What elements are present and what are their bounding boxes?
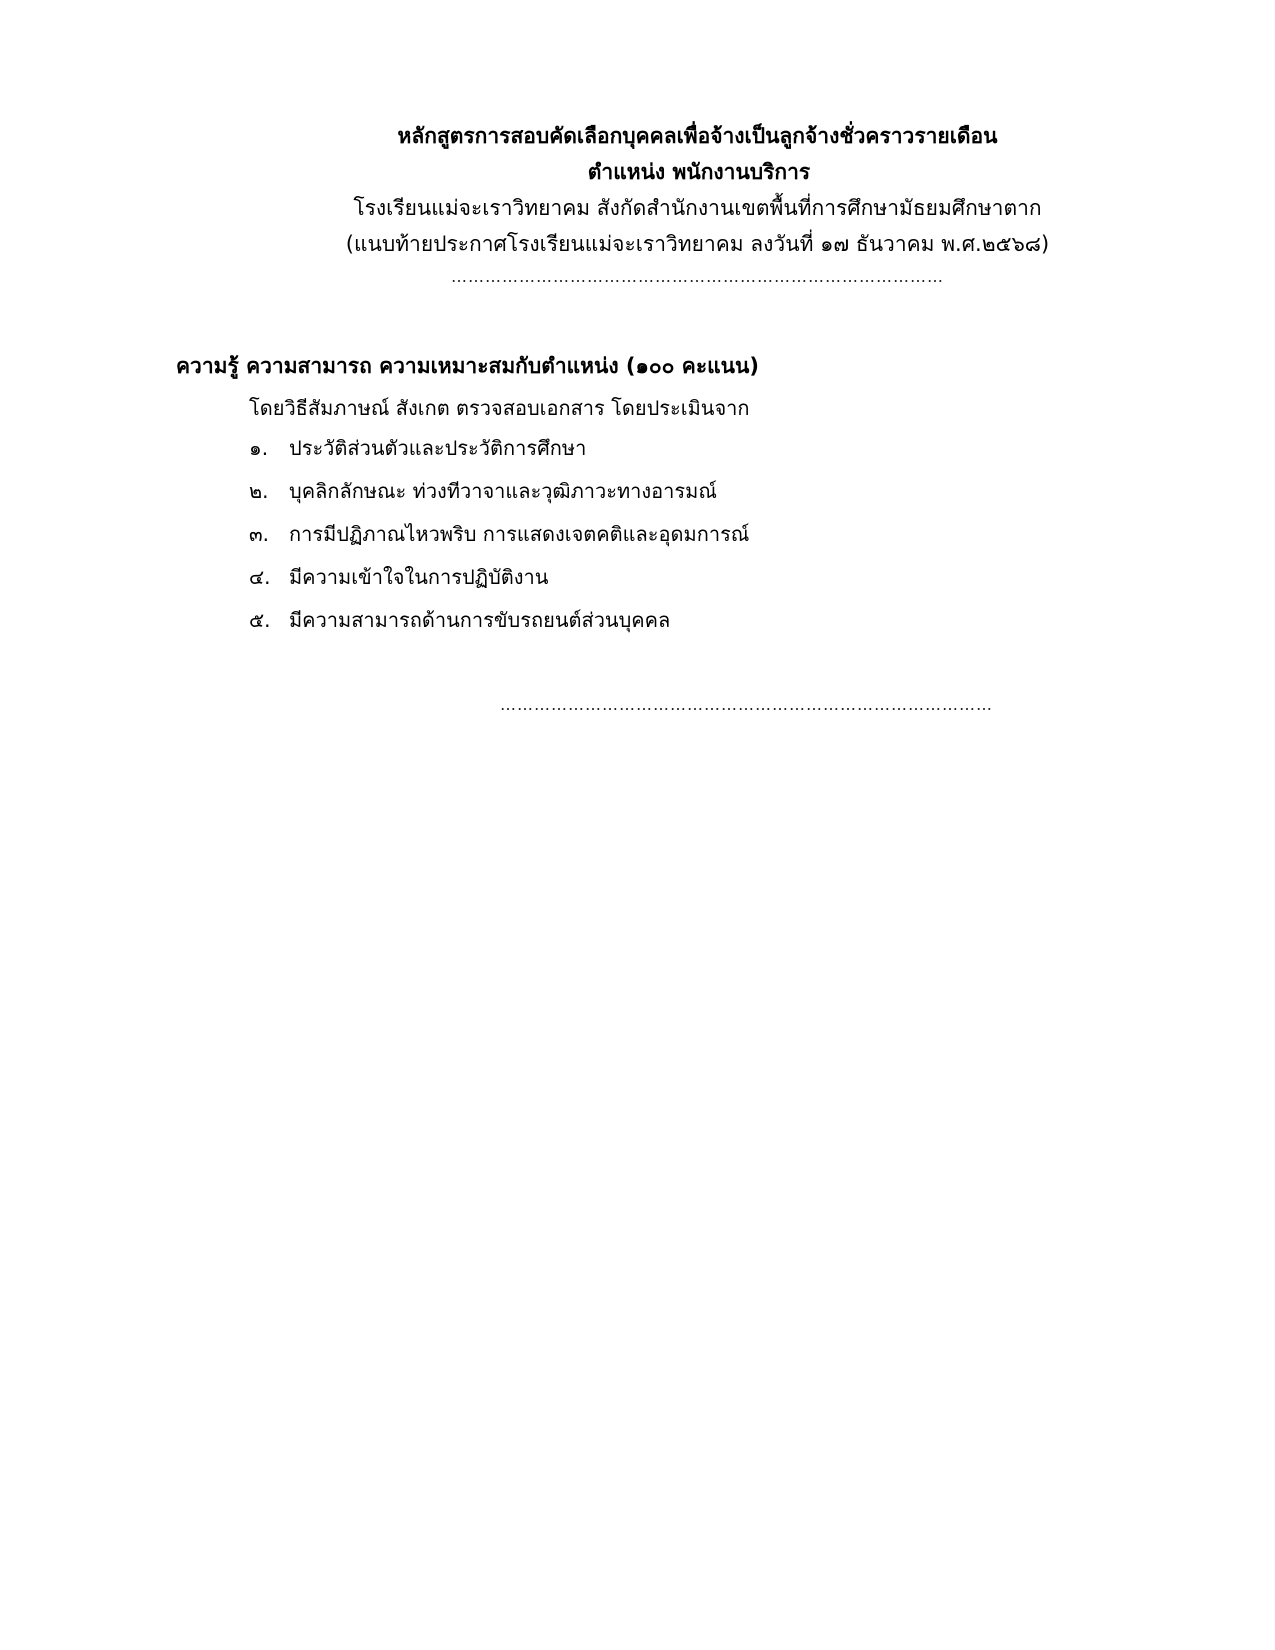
criteria-list — [249, 430, 749, 645]
criteria-item — [249, 430, 749, 473]
criteria-item — [249, 473, 749, 516]
school-affiliation: โรงเรียนแม่จะเราวิทยาคม สังกัดสำนักงานเขตพื้นที่การศึกษามัธยมศึกษาตาก — [353, 196, 1042, 220]
item-text: ประวัติส่วนตัวและประวัติการศึกษา — [289, 436, 587, 460]
position-title: ตำแหน่ง พนักงานบริการ — [587, 160, 811, 184]
item-text: มีความสามารถด้านการขับรถยนต์ส่วนบุคคล — [289, 608, 671, 632]
attachment-note: (แนบท้ายประกาศโรงเรียนแม่จะเราวิทยาคม ลงวันที่ ๑๗ ธันวาคม พ.ศ.๒๕๖๘) — [345, 232, 1050, 256]
criteria-item — [249, 559, 749, 602]
item-number: ๔. — [249, 565, 271, 589]
item-number: ๑. — [249, 436, 269, 460]
document-title: หลักสูตรการสอบคัดเลือกบุคคลเพื่อจ้างเป็นลูกจ้างชั่วคราวรายเดือน — [397, 124, 998, 148]
criteria-item — [249, 516, 749, 559]
item-text: มีความเข้าใจในการปฏิบัติงาน — [289, 565, 549, 589]
criteria-item — [249, 602, 749, 645]
section-intro: โดยวิธีสัมภาษณ์ สังเกต ตรวจสอบเอกสาร โดยประเมินจาก — [249, 396, 750, 420]
document-header — [0, 118, 1275, 288]
item-text: บุคลิกลักษณะ ท่วงทีวาจาและวุฒิภาวะทางอารมณ์ — [289, 479, 717, 503]
item-number: ๒. — [249, 479, 269, 503]
section-title: ความรู้ ความสามารถ ความเหมาะสมกับตำแหน่ง (๑๐๐ คะแนน) — [176, 354, 759, 378]
footer-separator: …………………………………………………………………………… — [500, 695, 993, 714]
item-number: ๕. — [249, 608, 271, 632]
item-number: ๓. — [249, 522, 270, 546]
item-text: การมีปฏิภาณไหวพริบ การแสดงเจตคติและอุดมการณ์ — [289, 522, 750, 546]
header-separator: …………………………………………………………………………… — [451, 267, 944, 286]
